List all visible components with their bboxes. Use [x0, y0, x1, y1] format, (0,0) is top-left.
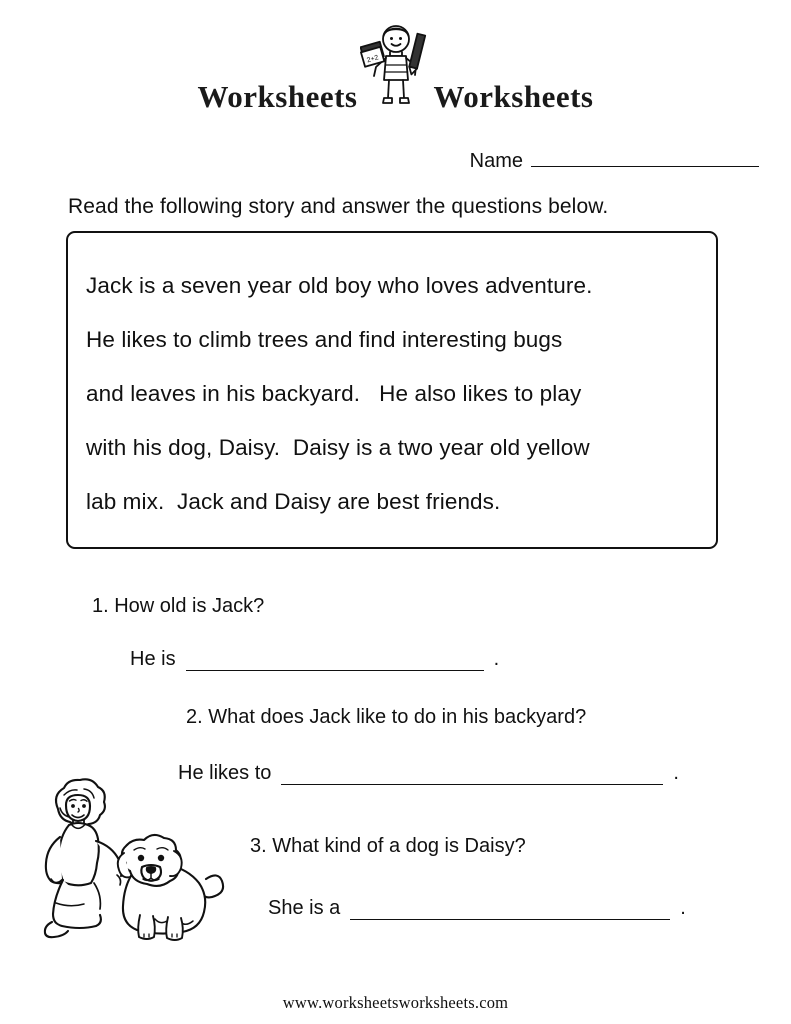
name-input[interactable] — [531, 147, 759, 167]
answer-row-1 — [130, 648, 499, 671]
answer-row-3 — [268, 897, 686, 920]
answer-3-lead: She is a — [268, 897, 341, 919]
story-line: He likes to climb trees and find interesting bugs — [86, 327, 563, 352]
answer-3-input[interactable] — [350, 902, 670, 920]
answer-3-period: . — [680, 897, 686, 919]
question-3-text: 3. What kind of a dog is Daisy? — [250, 835, 526, 857]
answer-1-period: . — [493, 648, 500, 670]
story-box — [66, 231, 718, 549]
logo-text-right: Worksheets — [433, 79, 594, 114]
story-line: with his dog, Daisy. Daisy is a two year old yellow — [86, 435, 590, 460]
answer-2-lead: He likes to — [178, 762, 272, 784]
site-logo — [0, 18, 791, 118]
footer-url[interactable]: www.worksheetsworksheets.com — [282, 993, 509, 1012]
story-line: Jack is a seven year old boy who loves adventure. — [86, 273, 593, 298]
name-label: Name — [469, 150, 523, 172]
story-line: and leaves in his backyard. He also likes to play — [86, 381, 582, 406]
logo-text-left: Worksheets — [197, 79, 358, 114]
answer-1-input[interactable] — [186, 653, 484, 671]
answer-2-period: . — [673, 762, 679, 784]
boy-with-dog-illustration — [28, 775, 238, 970]
kid-with-pencil-and-books-icon — [360, 22, 432, 118]
instruction-text: Read the following story and answer the questions below. — [68, 195, 609, 218]
story-line: lab mix. Jack and Daisy are best friends. — [86, 489, 501, 514]
answer-row-2 — [178, 762, 679, 785]
question-2-text: 2. What does Jack like to do in his backyard? — [186, 706, 587, 728]
name-row — [470, 147, 759, 173]
svg-text:2+2: 2+2 — [365, 54, 379, 65]
answer-1-lead: He is — [130, 648, 176, 670]
answer-2-input[interactable] — [281, 767, 663, 785]
question-1-text: 1. How old is Jack? — [92, 595, 265, 617]
